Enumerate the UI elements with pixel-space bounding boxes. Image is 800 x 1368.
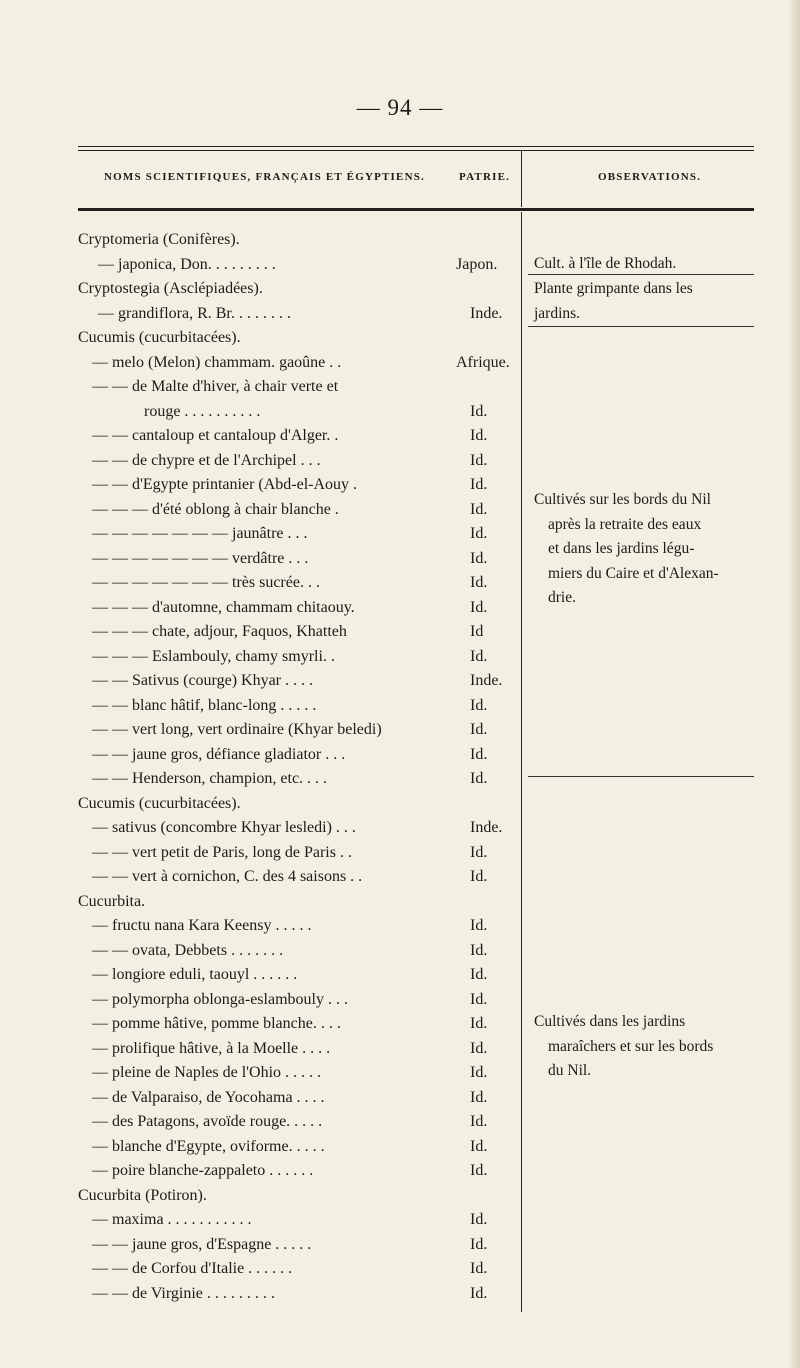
observation-line: maraîchers et sur les bords [548, 1037, 714, 1055]
entry-patrie: Id. [470, 1162, 488, 1179]
entry-patrie: Inde. [470, 672, 503, 689]
column-divider [521, 212, 522, 1312]
entry-row [0, 743, 520, 768]
entry-name: — fructu nana Kara Keensy . . . . . [92, 917, 312, 934]
observation-line: Cultivés sur les bords du Nil [534, 491, 711, 508]
entry-row [0, 522, 520, 547]
observation-line: Cultivés dans les jardins [534, 1013, 686, 1030]
entry-name: — — vert à cornichon, C. des 4 saisons . . [92, 868, 363, 885]
entry-name: — grandiflora, R. Br. . . . . . . . [98, 304, 291, 322]
entry-row [0, 1233, 520, 1258]
entry-patrie: Id. [470, 721, 488, 738]
entry-name: — — — Eslambouly, chamy smyrli. . [92, 647, 335, 665]
observation-line: après la retraite des eaux [548, 515, 702, 533]
entry-name: — poire blanche-zappaleto . . . . . . [92, 1162, 314, 1179]
entry-patrie: Id. [470, 451, 488, 469]
header-top-rule [78, 146, 754, 151]
entry-name: — — vert long, vert ordinaire (Khyar beledi) [92, 721, 382, 738]
entry-name: — — — d'automne, chammam chitaouy. [92, 598, 355, 616]
entry-name: — prolifique hâtive, à la Moelle . . . . [92, 1039, 331, 1057]
entry-name: — — — d'été oblong à chair blanche . [92, 500, 339, 518]
entry-row [0, 1061, 520, 1086]
entry-row [0, 865, 520, 890]
entry-row [0, 645, 520, 670]
entry-row [0, 375, 520, 400]
entry-name: Cucurbita. [78, 892, 146, 910]
entry-name: Cucurbita (Potiron). [78, 1186, 207, 1204]
entry-row [0, 1012, 520, 1037]
entry-row [0, 1208, 520, 1233]
entry-row [0, 351, 520, 376]
entry-row [0, 620, 520, 645]
entry-patrie: Id. [470, 402, 488, 420]
observation-rule [528, 274, 754, 275]
entry-row [0, 963, 520, 988]
entry-row [0, 253, 520, 278]
entry-name: — — vert petit de Paris, long de Paris . . [92, 843, 352, 861]
entry-patrie: Id. [470, 868, 488, 885]
entry-name: — — — chate, adjour, Faquos, Khatteh [92, 623, 347, 640]
entry-name: — — de chypre et de l'Archipel . . . [92, 451, 321, 469]
entry-row [0, 939, 520, 964]
entry-name: — blanche d'Egypte, oviforme. . . . . [92, 1137, 325, 1155]
entry-row [0, 694, 520, 719]
entry-name: — — de Virginie . . . . . . . . . [92, 1284, 275, 1302]
entry-name: — — — — — — — jaunâtre . . . [92, 525, 308, 542]
entry-name: — pleine de Naples de l'Ohio . . . . . [92, 1064, 322, 1081]
entry-row [0, 571, 520, 596]
entry-row [0, 1159, 520, 1184]
page-number: — 94 — [356, 95, 444, 120]
entry-row [0, 1282, 520, 1307]
entry-patrie: Id. [470, 1235, 488, 1253]
entry-row [0, 1110, 520, 1135]
page-edge [790, 0, 800, 1368]
entry-patrie: Id. [470, 598, 488, 616]
entry-name: — — de Malte d'hiver, à chair verte et [92, 378, 339, 395]
entry-name: — — Henderson, champion, etc. . . . [92, 770, 328, 787]
entry-row [0, 1086, 520, 1111]
entry-name: — — jaune gros, d'Espagne . . . . . [92, 1235, 312, 1253]
entry-row [0, 914, 520, 939]
observation-line: Plante grimpante dans les [534, 280, 693, 297]
entry-row [0, 1257, 520, 1282]
entry-row [0, 424, 520, 449]
entry-row [0, 473, 520, 498]
entry-name: Cryptostegia (Asclépiadées). [78, 280, 263, 297]
entry-patrie: Id. [470, 770, 488, 787]
entry-patrie: Id. [470, 1015, 488, 1032]
entry-name: — — Sativus (courge) Khyar . . . . [92, 672, 313, 689]
entry-patrie: Japon. [456, 255, 498, 273]
entry-patrie: Id. [470, 427, 488, 444]
entry-patrie: Id. [470, 941, 488, 959]
entry-patrie: Id. [470, 990, 488, 1008]
observation-line: jardins. [534, 304, 581, 322]
entry-row [0, 547, 520, 572]
entry-row [0, 302, 520, 327]
column-header-observations: OBSERVATIONS. [598, 171, 702, 183]
entry-name: — longiore eduli, taouyl . . . . . . [92, 966, 298, 983]
entry-name: — — ovata, Debbets . . . . . . . [92, 941, 284, 959]
observation-rhodah [534, 252, 754, 277]
entry-row [0, 277, 520, 302]
entry-name: — — d'Egypte printanier (Abd-el-Aouy . [92, 476, 358, 493]
entry-name: — — de Corfou d'Italie . . . . . . [92, 1260, 293, 1277]
entry-row [0, 1184, 520, 1209]
entry-patrie: Afrique. [456, 353, 510, 371]
observation-line: et dans les jardins légu- [548, 540, 695, 557]
entry-name: — polymorpha oblonga-eslambouly . . . [92, 990, 348, 1008]
entry-name: — — cantaloup et cantaloup d'Alger. . [92, 427, 339, 444]
entry-row [0, 596, 520, 621]
entry-patrie: Id. [470, 1088, 488, 1106]
entry-row [0, 498, 520, 523]
entry-patrie: Inde. [470, 304, 503, 322]
entry-patrie: Id. [470, 1039, 488, 1057]
entry-name: — pomme hâtive, pomme blanche. . . . [92, 1015, 341, 1032]
entry-patrie: Id. [470, 1113, 488, 1130]
entry-row [0, 792, 520, 817]
entry-name: — — jaune gros, défiance gladiator . . . [92, 745, 346, 763]
entry-name: — sativus (concombre Khyar lesledi) . . . [92, 819, 356, 836]
entry-name: — — — — — — — très sucrée. . . [92, 574, 320, 591]
observation-rule [528, 326, 754, 327]
entry-row [0, 228, 520, 253]
entry-name: Cucumis (cucurbitacées). [78, 794, 241, 812]
header-column-divider [521, 150, 522, 207]
entry-patrie: Id. [470, 966, 488, 983]
entry-patrie: Id. [470, 1260, 488, 1277]
entry-row [0, 718, 520, 743]
entry-patrie: Id. [470, 1137, 488, 1155]
entry-patrie: Id. [470, 647, 488, 665]
entry-name: — — — — — — — verdâtre . . . [92, 549, 309, 567]
entry-row [0, 767, 520, 792]
entry-patrie: Id. [470, 696, 488, 714]
observation-line: drie. [548, 589, 576, 606]
entry-patrie: Id. [470, 1064, 488, 1081]
entry-row [0, 988, 520, 1013]
entry-name: — maxima . . . . . . . . . . . [92, 1211, 252, 1228]
entry-patrie: Id. [470, 1211, 488, 1228]
entry-patrie: Inde. [470, 819, 503, 836]
observation-grimpante [534, 277, 754, 326]
observation-maraichers [534, 1010, 754, 1084]
entry-name: — des Patagons, avoïde rouge. . . . . [92, 1113, 323, 1130]
entry-row [0, 841, 520, 866]
entry-row [0, 890, 520, 915]
observation-rule [528, 776, 754, 777]
entry-name: — melo (Melon) chammam. gaoûne . . [92, 353, 342, 371]
entry-row [0, 1135, 520, 1160]
entry-row [0, 400, 520, 425]
entry-row [0, 816, 520, 841]
entry-patrie: Id. [470, 500, 488, 518]
header-bottom-rule [78, 208, 754, 211]
entry-patrie: Id [470, 623, 484, 640]
entry-patrie: Id. [470, 549, 488, 567]
observation-nil-melons [534, 488, 754, 611]
entry-name: Cucumis (cucurbitacées). [78, 329, 241, 346]
entry-patrie: Id. [470, 917, 488, 934]
column-header-names: NOMS SCIENTIFIQUES, FRANÇAIS ET ÉGYPTIENS. [104, 171, 425, 183]
entry-name: — — blanc hâtif, blanc-long . . . . . [92, 696, 317, 714]
entry-row [0, 326, 520, 351]
entry-name: — japonica, Don. . . . . . . . . [98, 255, 276, 273]
entry-patrie: Id. [470, 843, 488, 861]
entries-list [0, 228, 520, 1306]
observation-line: Cult. à l'île de Rhodah. [534, 255, 677, 272]
entry-row [0, 449, 520, 474]
observation-line: du Nil. [548, 1062, 592, 1079]
entry-patrie: Id. [470, 745, 488, 763]
entry-name: rouge . . . . . . . . . . [144, 402, 261, 420]
entry-patrie: Id. [470, 574, 488, 591]
observation-line: miers du Caire et d'Alexan- [548, 564, 719, 582]
entry-patrie: Id. [470, 476, 488, 493]
entry-patrie: Id. [470, 1284, 488, 1302]
column-header-patrie: PATRIE. [459, 171, 511, 183]
entry-name: Cryptomeria (Conifères). [78, 231, 240, 248]
entry-name: — de Valparaiso, de Yocohama . . . . [92, 1088, 325, 1106]
entry-patrie: Id. [470, 525, 488, 542]
entry-row [0, 669, 520, 694]
entry-row [0, 1037, 520, 1062]
